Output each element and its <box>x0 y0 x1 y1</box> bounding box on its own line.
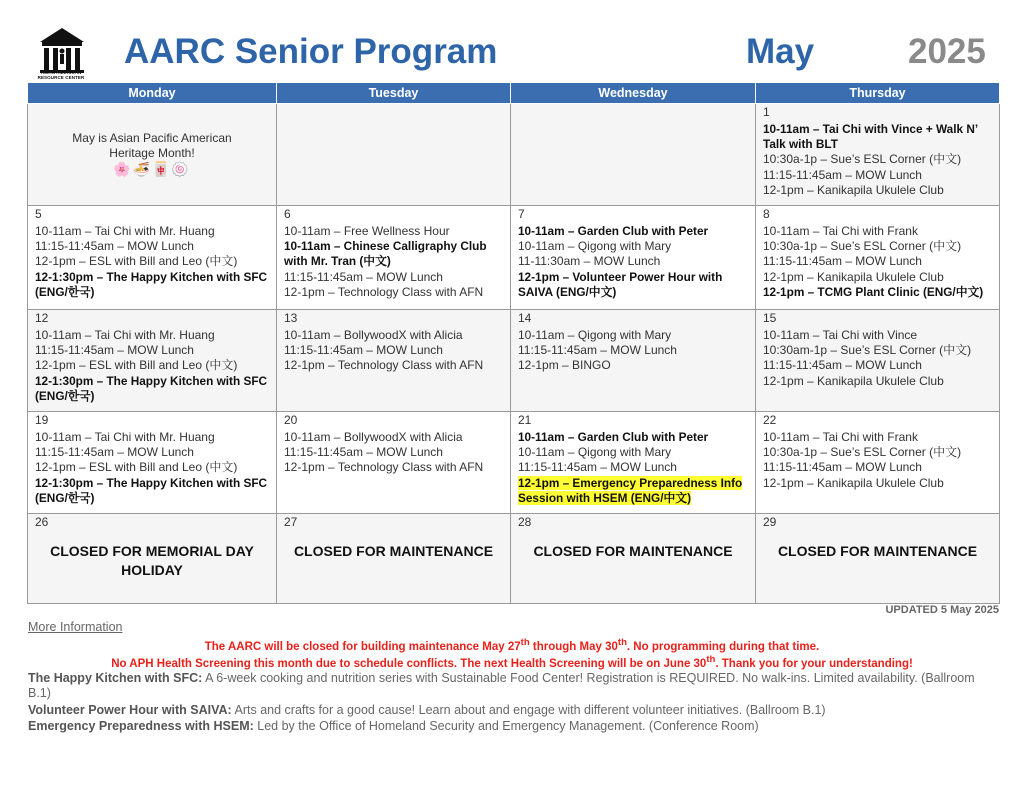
day-number: 6 <box>284 207 291 221</box>
closure-notice-part: The AARC will be closed for building maintenance May 27 <box>204 640 521 653</box>
day-cell <box>511 206 756 310</box>
event-item: 10-11am – Qigong with Mary <box>518 239 672 254</box>
note-text: A 6-week cooking and nutrition series with Sustainable Food Center! Registration is REQUIRED. No walk-ins. Limited availability. (Ballroom B.1) <box>28 671 975 700</box>
header-tuesday: Tuesday <box>277 83 511 104</box>
weekday-header-row <box>28 83 1000 104</box>
event-item: 11:15-11:45am – MOW Lunch <box>518 343 677 358</box>
note-emergency-preparedness <box>28 719 996 734</box>
event-item: 12-1pm – TCMG Plant Clinic (ENG/中文) <box>763 284 984 299</box>
day-cell <box>756 412 1000 514</box>
day-number: 15 <box>763 311 777 325</box>
event-item: 10:30a-1p – Sue’s ESL Corner (中文) <box>763 239 962 254</box>
more-information-link[interactable]: More Information <box>28 620 123 634</box>
heritage-text: Heritage Month! <box>109 146 195 161</box>
event-item: 11:15-11:45am – MOW Lunch <box>35 343 194 358</box>
day-number: 7 <box>518 207 525 221</box>
event-item: 11:15-11:45am – MOW Lunch <box>284 445 443 460</box>
event-item: 10-11am – Tai Chi with Vince + Walk N’ Talk with BLT <box>763 122 978 152</box>
event-item: 10-11am – BollywoodX with Alicia <box>284 430 463 444</box>
event-item: 10-11am – Tai Chi with Frank <box>763 430 918 444</box>
event-item: 12-1:30pm – The Happy Kitchen with SFC (ENG/한국) <box>35 475 268 505</box>
page-title: AARC Senior Program <box>124 32 498 71</box>
day-cell <box>277 206 511 310</box>
note-label: The Happy Kitchen with SFC: <box>28 671 203 685</box>
event-item <box>518 476 748 506</box>
event-item: 12-1pm – ESL with Bill and Leo (中文) <box>35 460 238 475</box>
event-item: 10-11am – Qigong with Mary <box>518 328 672 342</box>
event-item: 11:15-11:45am – MOW Lunch <box>35 445 194 460</box>
note-volunteer-power-hour <box>28 703 996 718</box>
event-item: 10-11am – Garden Club with Peter <box>518 224 709 238</box>
event-item: 10-11am – Tai Chi with Vince <box>763 328 918 342</box>
note-text: Led by the Office of Homeland Security and Emergency Management. (Conference Room) <box>253 719 759 733</box>
day-number: 8 <box>763 207 770 221</box>
event-item: 12-1pm – Kanikapila Ukulele Club <box>763 373 944 388</box>
heritage-text: May is Asian Pacific American <box>72 131 232 146</box>
closure-notice-part: . No programming during that time. <box>626 640 820 653</box>
event-item: 10-11am – Tai Chi with Frank <box>763 224 918 238</box>
updated-date: UPDATED 5 May 2025 <box>885 604 999 616</box>
event-item: 11:15-11:45am – MOW Lunch <box>35 239 194 254</box>
year-label: 2025 <box>908 32 986 71</box>
event-item: 12-1pm – Technology Class with AFN <box>284 358 484 373</box>
event-item: 10-11am – Tai Chi with Mr. Huang <box>35 430 215 444</box>
note-label: Volunteer Power Hour with SAIVA: <box>28 703 232 717</box>
header-thursday: Thursday <box>756 83 1000 104</box>
event-item: 10:30am-1p – Sue’s ESL Corner (中文) <box>763 343 972 358</box>
event-item: 12-1pm – Kanikapila Ukulele Club <box>763 269 944 284</box>
empty-day-cell <box>511 104 756 206</box>
event-item: 12-1pm – Volunteer Power Hour with SAIVA (ENG/中文) <box>518 269 723 299</box>
health-notice-part: . Thank you for your understanding! <box>715 657 913 670</box>
day-number: 5 <box>35 207 42 221</box>
day-cell <box>28 412 277 514</box>
day-cell <box>756 514 1000 604</box>
month-label: May <box>746 32 815 71</box>
day-cell <box>277 310 511 412</box>
heritage-month-cell <box>28 104 277 206</box>
day-number: 22 <box>763 413 777 427</box>
event-item: 12-1pm – ESL with Bill and Leo (中文) <box>35 358 238 373</box>
closed-notice: CLOSED FOR MEMORIAL DAY HOLIDAY <box>50 543 254 578</box>
event-item: 12-1pm – ESL with Bill and Leo (中文) <box>35 254 238 269</box>
closed-notice: CLOSED FOR MAINTENANCE <box>777 543 978 559</box>
calendar-table <box>27 82 1000 604</box>
week-row <box>28 206 1000 310</box>
day-cell <box>756 310 1000 412</box>
day-number: 21 <box>518 413 532 427</box>
header-wednesday: Wednesday <box>511 83 756 104</box>
note-happy-kitchen <box>28 671 996 701</box>
ordinal-suffix: th <box>706 654 716 665</box>
day-cell <box>28 514 277 604</box>
event-item: 10-11am – Tai Chi with Mr. Huang <box>35 328 215 342</box>
event-item: 11:15-11:45am – MOW Lunch <box>763 460 922 475</box>
day-number: 20 <box>284 413 298 427</box>
event-item: 10:30a-1p – Sue’s ESL Corner (中文) <box>763 152 962 167</box>
day-number: 28 <box>518 515 532 529</box>
day-cell <box>511 412 756 514</box>
event-item: 10-11am – BollywoodX with Alicia <box>284 328 463 342</box>
closed-notice: CLOSED FOR MAINTENANCE <box>533 543 733 559</box>
event-item: 11:15-11:45am – MOW Lunch <box>284 343 443 358</box>
event-item: 10-11am – Qigong with Mary <box>518 445 672 460</box>
empty-day-cell <box>277 104 511 206</box>
event-item: 11:15-11:45am – MOW Lunch <box>763 167 922 182</box>
day-cell <box>756 104 1000 206</box>
event-item: 12-1pm – Technology Class with AFN <box>284 460 484 475</box>
logo-text: ASIAN AMERICAN RESOURCE CENTER <box>37 70 85 80</box>
event-item: 10-11am – Garden Club with Peter <box>518 430 709 444</box>
event-item: 12-1pm – Kanikapila Ukulele Club <box>763 475 944 490</box>
day-cell <box>28 310 277 412</box>
event-item: 10:30a-1p – Sue’s ESL Corner (中文) <box>763 445 962 460</box>
event-item: 10-11am – Chinese Calligraphy Club with Mr. Tran (中文) <box>284 239 487 269</box>
day-number: 14 <box>518 311 532 325</box>
closed-notice: CLOSED FOR MAINTENANCE <box>293 543 494 559</box>
event-item: 12-1:30pm – The Happy Kitchen with SFC (ENG/한국) <box>35 373 268 403</box>
event-item: 10-11am – Tai Chi with Mr. Huang <box>35 224 215 238</box>
day-cell <box>511 514 756 604</box>
event-item: 11:15-11:45am – MOW Lunch <box>284 269 443 284</box>
event-item: 11:15-11:45am – MOW Lunch <box>763 254 922 269</box>
health-screening-notice <box>0 654 1024 670</box>
week-row <box>28 412 1000 514</box>
week-row <box>28 514 1000 604</box>
event-item: 11-11:30am – MOW Lunch <box>518 254 661 269</box>
day-number: 29 <box>763 515 777 529</box>
day-number: 19 <box>35 413 49 427</box>
day-cell <box>28 206 277 310</box>
note-text: Arts and crafts for a good cause! Learn about and engage with different volunteer initiatives. (Ballroom B.1) <box>231 703 826 717</box>
health-notice-part: No APH Health Screening this month due to schedule conflicts. The next Health Screening will be on June 30 <box>111 657 707 670</box>
day-cell <box>511 310 756 412</box>
ordinal-suffix: th <box>617 637 627 648</box>
heritage-emoji: 🌸🍜🀄🍥 <box>113 160 191 177</box>
day-number: 12 <box>35 311 49 325</box>
week-row <box>28 310 1000 412</box>
closure-notice <box>0 637 1024 653</box>
highlighted-event-text: 12-1pm – Emergency Preparedness Info Session with HSEM (ENG/中文) <box>518 475 743 505</box>
day-number: 26 <box>35 515 49 529</box>
event-item: 12-1pm – Technology Class with AFN <box>284 284 484 299</box>
ordinal-suffix: th <box>520 637 530 648</box>
day-cell <box>277 412 511 514</box>
closure-notice-part: through May 30 <box>529 640 618 653</box>
event-item: 11:15-11:45am – MOW Lunch <box>518 460 677 475</box>
day-number: 13 <box>284 311 298 325</box>
event-item: 11:15-11:45am – MOW Lunch <box>763 358 922 373</box>
week-row <box>28 104 1000 206</box>
event-item: 12-1:30pm – The Happy Kitchen with SFC (ENG/한국) <box>35 269 268 299</box>
note-label: Emergency Preparedness with HSEM: <box>28 719 254 733</box>
day-number: 27 <box>284 515 298 529</box>
header-monday: Monday <box>28 83 277 104</box>
event-item: 10-11am – Free Wellness Hour <box>284 224 450 238</box>
day-cell <box>756 206 1000 310</box>
day-number: 1 <box>763 105 770 119</box>
event-item: 12-1pm – Kanikapila Ukulele Club <box>763 182 944 197</box>
day-cell <box>277 514 511 604</box>
event-item: 12-1pm – BINGO <box>518 358 611 373</box>
